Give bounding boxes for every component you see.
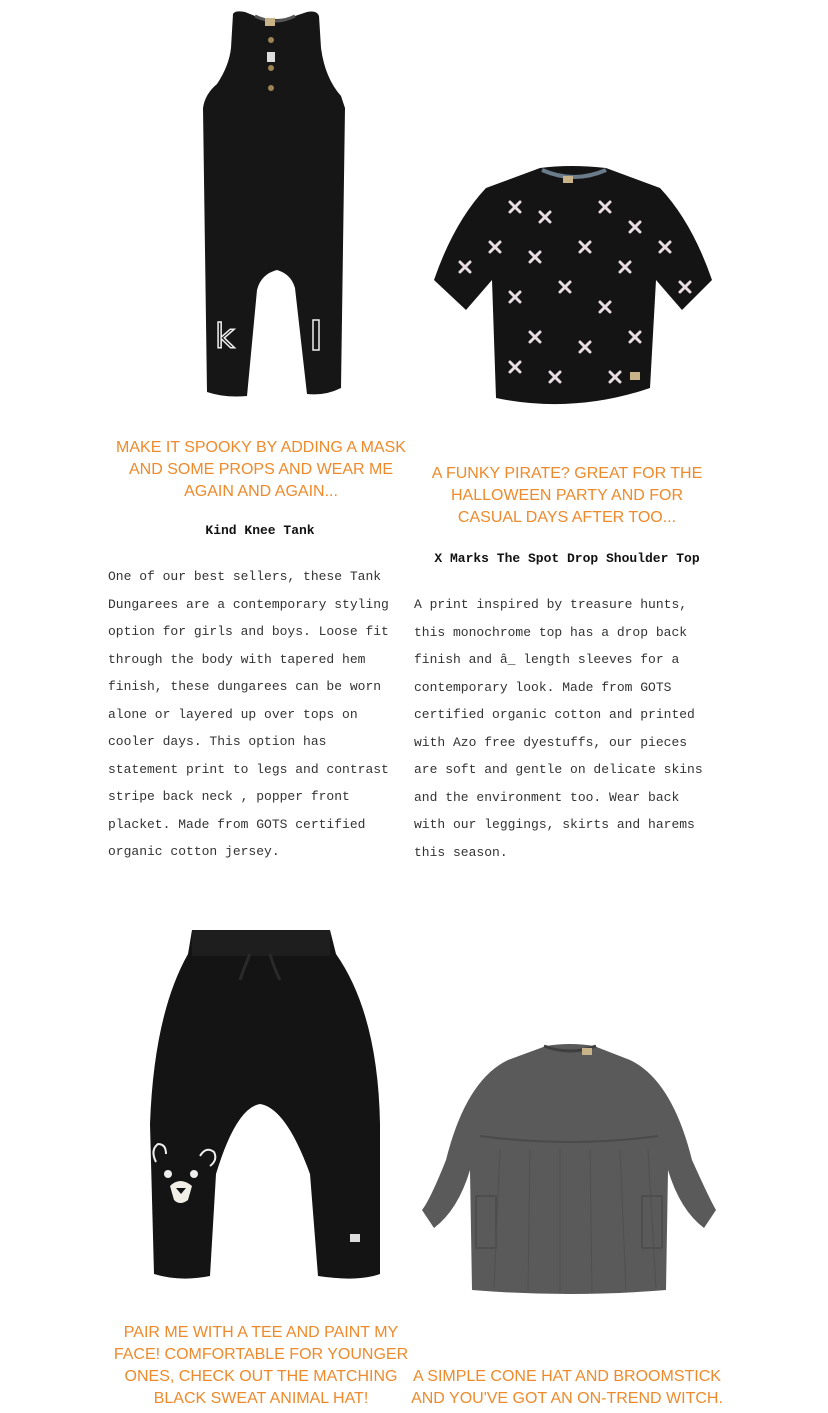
product-description: A print inspired by treasure hunts, this monochrome top has a drop back finish and â_ length sleeves for a contemporary look. Made from GOTS certified organic cotton and printed with Azo free dyestuffs, our pieces are soft and gentle on delicate skins and the environment too. Wear back with our leggings, skirts and harems this season. bbox=[414, 597, 703, 860]
product-title[interactable]: X Marks The Spot Drop Shoulder Top bbox=[434, 551, 700, 566]
product-caption: A FUNKY PIRATE? GREAT FOR THE HALLOWEEN PARTY AND FOR CASUAL DAYS AFTER TOO... bbox=[431, 465, 703, 526]
product-title[interactable]: Kind Knee Tank bbox=[205, 523, 315, 538]
product-description: One of our best sellers, these Tank Dungarees are a contemporary styling option for girls and boys. Loose fit through the body with tapered hem finish, these dungarees can be worn alone or layered up over tops on cooler days. This option has statement print to legs and contrast stripe back neck , popper front placket. Made from GOTS certified organic cotton jersey. bbox=[108, 569, 389, 859]
x-top-illustration bbox=[430, 162, 716, 412]
product-caption: MAKE IT SPOOKY BY ADDING A MASK AND SOME PROPS AND WEAR ME AGAIN AND AGAIN... bbox=[116, 439, 406, 500]
product-image-tank-dungarees[interactable] bbox=[195, 8, 355, 398]
product-image-harem-pants[interactable] bbox=[140, 924, 386, 1286]
product-image-grey-dress[interactable] bbox=[420, 1040, 718, 1294]
svg-text:k: k bbox=[215, 317, 235, 357]
product-caption: PAIR ME WITH A TEE AND PAINT MY FACE! COMFORTABLE FOR YOUNGER ONES, CHECK OUT THE MATCHING BLACK SWEAT ANIMAL HAT! bbox=[113, 1324, 409, 1407]
dungarees-illustration bbox=[195, 8, 355, 398]
harem-pants-illustration bbox=[140, 924, 386, 1286]
product-caption: A SIMPLE CONE HAT AND BROOMSTICK AND YOU'VE GOT AN ON-TREND WITCH. bbox=[411, 1368, 723, 1407]
product-image-x-print-top[interactable] bbox=[430, 162, 716, 412]
grey-dress-illustration bbox=[420, 1040, 718, 1294]
